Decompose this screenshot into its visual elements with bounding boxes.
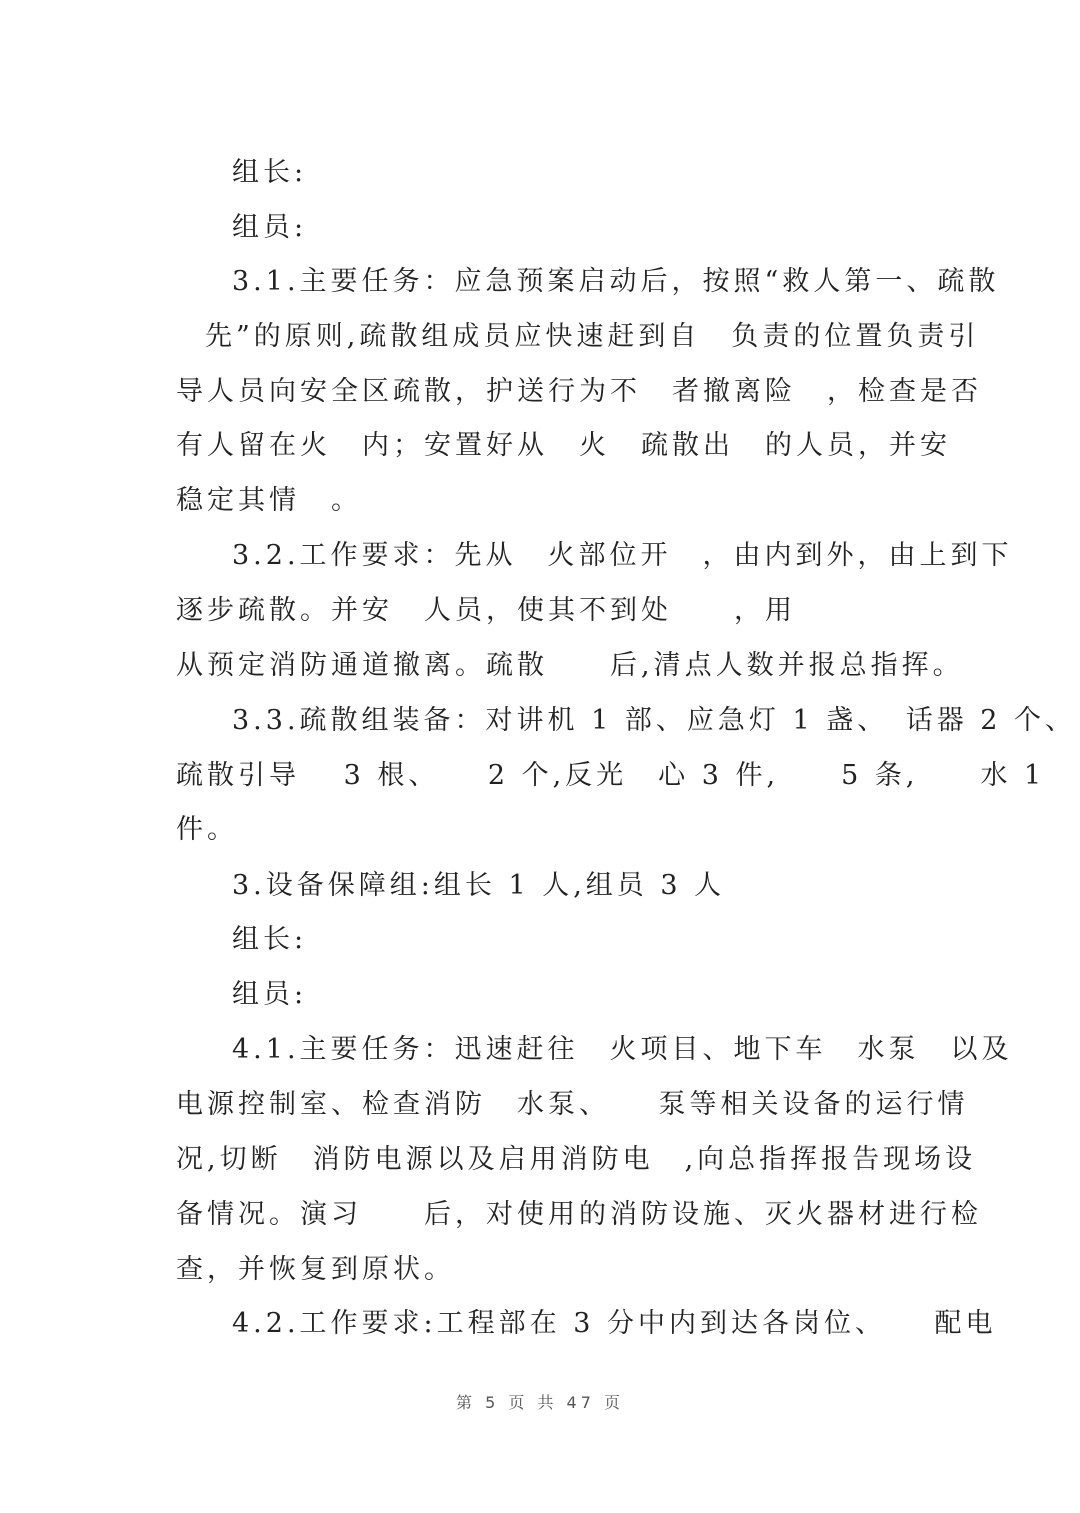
page-number: 第 5 页 共 47 页 [456, 1393, 624, 1412]
text-line: 3.设备保障组:组长 1 人,组员 3 人 [232, 870, 726, 901]
text-line: 导人员向安全区疏散，护送行为不 者撤离险 ，检查是否 [176, 376, 982, 407]
text-line: 组员: [232, 979, 308, 1010]
text-line: 疏散引导 3 根、 2 个,反光 心 3 件, 5 条, 水 1 [176, 760, 1046, 791]
text-line: 况,切断 消防电源以及启用消防电 ,向总指挥报告现场设 [176, 1144, 977, 1175]
text-line: 先”的原则,疏散组成员应快速赶到自 负责的位置负责引 [205, 321, 980, 352]
text-line: 3.1.主要任务：应急预案启动后，按照“救人第一、疏散 [232, 266, 1000, 297]
text-line: 稳定其情 。 [176, 485, 362, 516]
text-line: 组员: [232, 212, 308, 243]
text-line: 件。 [176, 814, 238, 845]
text-line: 从预定消防通道撤离。疏散 后,清点人数并报总指挥。 [176, 650, 964, 681]
text-line: 备情况。演习 后，对使用的消防设施、灭火器材进行检 [176, 1199, 982, 1230]
text-line: 组长: [232, 924, 308, 955]
text-line: 组长: [232, 157, 308, 188]
text-line: 4.1.主要任务：迅速赶往 火项目、地下车 水泵 以及 [232, 1034, 1013, 1065]
text-line: 3.3.疏散组装备：对讲机 1 部、应急灯 1 盏、 话器 2 个、 [232, 705, 1077, 736]
text-line: 有人留在火 内；安置好从 火 疏散出 的人员，并安 [176, 430, 951, 461]
text-line: 查，并恢复到原状。 [176, 1254, 455, 1285]
text-line: 电源控制室、检查消防 水泵、 泵等相关设备的运行情 [176, 1089, 969, 1120]
text-line: 3.2.工作要求：先从 火部位开 ，由内到外，由上到下 [232, 540, 1013, 571]
text-line: 逐步疏散。并安 人员，使其不到处 ，用 [176, 595, 796, 626]
text-line: 4.2.工作要求:工程部在 3 分中内到达各岗位、 配电 [232, 1308, 997, 1339]
